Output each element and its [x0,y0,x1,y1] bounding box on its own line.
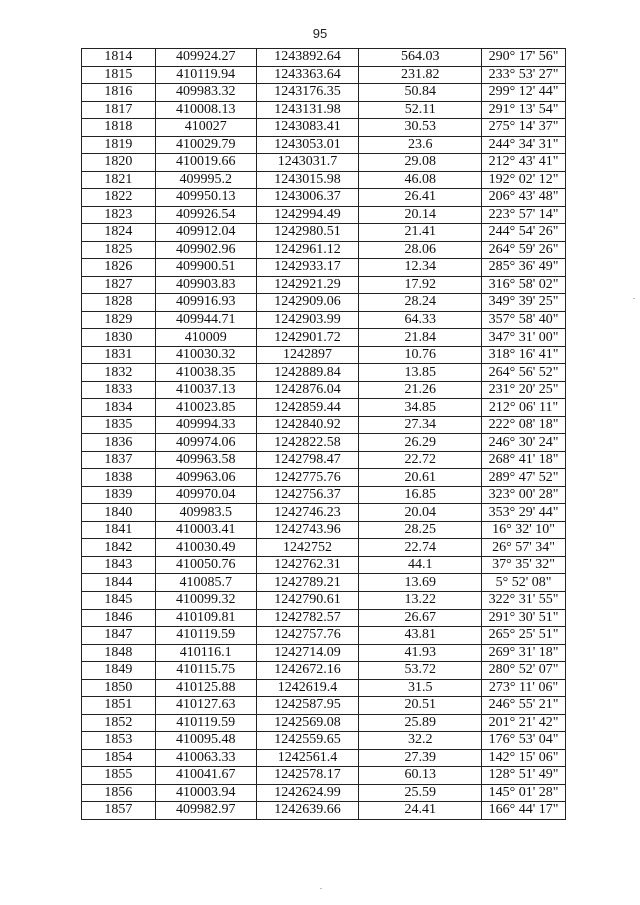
table-row [82,784,566,802]
scan-mark [633,298,635,299]
x-coordinate-cell: 410125.88 [155,679,256,697]
point-id-cell: 1841 [82,521,156,539]
bearing-cell: 268° 41' 18" [482,451,566,469]
y-coordinate-cell: 1242672.16 [256,662,359,680]
x-coordinate-cell: 409963.58 [155,451,256,469]
bearing-cell: 273° 11' 06" [482,679,566,697]
distance-cell: 21.41 [359,224,482,242]
x-coordinate-cell: 410038.35 [155,364,256,382]
x-coordinate-cell: 410030.49 [155,539,256,557]
y-coordinate-cell: 1243015.98 [256,171,359,189]
table-row [82,346,566,364]
bearing-cell: 353° 29' 44" [482,504,566,522]
distance-cell: 20.04 [359,504,482,522]
x-coordinate-cell: 409900.51 [155,259,256,277]
table-row [82,416,566,434]
table-row [82,662,566,680]
point-id-cell: 1853 [82,732,156,750]
y-coordinate-cell: 1242980.51 [256,224,359,242]
point-id-cell: 1821 [82,171,156,189]
x-coordinate-cell: 410003.94 [155,784,256,802]
y-coordinate-cell: 1242578.17 [256,767,359,785]
table-row [82,101,566,119]
x-coordinate-cell: 409902.96 [155,241,256,259]
point-id-cell: 1820 [82,154,156,172]
point-id-cell: 1825 [82,241,156,259]
x-coordinate-cell: 410041.67 [155,767,256,785]
point-id-cell: 1845 [82,591,156,609]
table-row [82,259,566,277]
point-id-cell: 1831 [82,346,156,364]
bearing-cell: 222° 08' 18" [482,416,566,434]
point-id-cell: 1823 [82,206,156,224]
table-row [82,136,566,154]
bearing-cell: 347° 31' 00" [482,329,566,347]
x-coordinate-cell: 410119.94 [155,66,256,84]
point-id-cell: 1840 [82,504,156,522]
table-row [82,556,566,574]
x-coordinate-cell: 410023.85 [155,399,256,417]
y-coordinate-cell: 1242903.99 [256,311,359,329]
bearing-cell: 206° 43' 48" [482,189,566,207]
y-coordinate-cell: 1243131.98 [256,101,359,119]
distance-cell: 10.76 [359,346,482,364]
distance-cell: 20.61 [359,469,482,487]
x-coordinate-cell: 410019.66 [155,154,256,172]
x-coordinate-cell: 409903.83 [155,276,256,294]
table-row [82,504,566,522]
y-coordinate-cell: 1243176.35 [256,84,359,102]
table-row [82,749,566,767]
y-coordinate-cell: 1242714.09 [256,644,359,662]
y-coordinate-cell: 1242889.84 [256,364,359,382]
table-row [82,521,566,539]
bearing-cell: 299° 12' 44" [482,84,566,102]
distance-cell: 60.13 [359,767,482,785]
y-coordinate-cell: 1242775.76 [256,469,359,487]
table-row [82,767,566,785]
distance-cell: 21.26 [359,381,482,399]
point-id-cell: 1832 [82,364,156,382]
bearing-cell: 212° 06' 11" [482,399,566,417]
distance-cell: 26.41 [359,189,482,207]
distance-cell: 50.84 [359,84,482,102]
distance-cell: 24.41 [359,802,482,820]
table-row [82,714,566,732]
bearing-cell: 291° 30' 51" [482,609,566,627]
x-coordinate-cell: 410030.32 [155,346,256,364]
distance-cell: 27.39 [359,749,482,767]
distance-cell: 25.89 [359,714,482,732]
distance-cell: 28.25 [359,521,482,539]
bearing-cell: 37° 35' 32" [482,556,566,574]
distance-cell: 23.6 [359,136,482,154]
point-id-cell: 1839 [82,486,156,504]
y-coordinate-cell: 1242909.06 [256,294,359,312]
distance-cell: 64.33 [359,311,482,329]
table-row [82,399,566,417]
page-number: 95 [312,26,328,41]
x-coordinate-cell: 409912.04 [155,224,256,242]
distance-cell: 28.06 [359,241,482,259]
point-id-cell: 1856 [82,784,156,802]
point-id-cell: 1827 [82,276,156,294]
table-row [82,241,566,259]
y-coordinate-cell: 1242559.65 [256,732,359,750]
distance-cell: 27.34 [359,416,482,434]
x-coordinate-cell: 409950.13 [155,189,256,207]
y-coordinate-cell: 1242961.12 [256,241,359,259]
table-row [82,84,566,102]
bearing-cell: 176° 53' 04" [482,732,566,750]
distance-cell: 31.5 [359,679,482,697]
table-row [82,539,566,557]
table-row [82,469,566,487]
distance-cell: 30.53 [359,119,482,137]
bearing-cell: 231° 20' 25" [482,381,566,399]
bearing-cell: 265° 25' 51" [482,627,566,645]
table-row [82,434,566,452]
point-id-cell: 1838 [82,469,156,487]
bearing-cell: 316° 58' 02" [482,276,566,294]
x-coordinate-cell: 409982.97 [155,802,256,820]
distance-cell: 28.24 [359,294,482,312]
x-coordinate-cell: 410003.41 [155,521,256,539]
scan-mark [320,888,322,889]
y-coordinate-cell: 1243083.41 [256,119,359,137]
bearing-cell: 318° 16' 41" [482,346,566,364]
y-coordinate-cell: 1242743.96 [256,521,359,539]
bearing-cell: 244° 34' 31" [482,136,566,154]
y-coordinate-cell: 1242790.61 [256,591,359,609]
bearing-cell: 264° 56' 52" [482,364,566,382]
bearing-cell: 145° 01' 28" [482,784,566,802]
table-row [82,49,566,67]
table-row [82,802,566,820]
point-id-cell: 1814 [82,49,156,67]
x-coordinate-cell: 410119.59 [155,627,256,645]
bearing-cell: 223° 57' 14" [482,206,566,224]
bearing-cell: 192° 02' 12" [482,171,566,189]
bearing-cell: 349° 39' 25" [482,294,566,312]
point-id-cell: 1837 [82,451,156,469]
y-coordinate-cell: 1242822.58 [256,434,359,452]
table-row [82,224,566,242]
point-id-cell: 1824 [82,224,156,242]
bearing-cell: 166° 44' 17" [482,802,566,820]
distance-cell: 12.34 [359,259,482,277]
distance-cell: 564.03 [359,49,482,67]
y-coordinate-cell: 1242897 [256,346,359,364]
coordinate-table [81,48,566,820]
bearing-cell: 16° 32' 10" [482,521,566,539]
table-row [82,311,566,329]
table-row [82,609,566,627]
x-coordinate-cell: 410050.76 [155,556,256,574]
bearing-cell: 128° 51' 49" [482,767,566,785]
point-id-cell: 1828 [82,294,156,312]
point-id-cell: 1830 [82,329,156,347]
x-coordinate-cell: 410063.33 [155,749,256,767]
y-coordinate-cell: 1242798.47 [256,451,359,469]
bearing-cell: 280° 52' 07" [482,662,566,680]
bearing-cell: 285° 36' 49" [482,259,566,277]
x-coordinate-cell: 409926.54 [155,206,256,224]
point-id-cell: 1851 [82,697,156,715]
table-row [82,644,566,662]
y-coordinate-cell: 1242757.76 [256,627,359,645]
table-row [82,732,566,750]
x-coordinate-cell: 410109.81 [155,609,256,627]
table-row [82,329,566,347]
table-row [82,154,566,172]
point-id-cell: 1835 [82,416,156,434]
point-id-cell: 1836 [82,434,156,452]
table-row [82,66,566,84]
bearing-cell: 201° 21' 42" [482,714,566,732]
point-id-cell: 1815 [82,66,156,84]
table-row [82,591,566,609]
point-id-cell: 1847 [82,627,156,645]
x-coordinate-cell: 409944.71 [155,311,256,329]
distance-cell: 21.84 [359,329,482,347]
distance-cell: 44.1 [359,556,482,574]
y-coordinate-cell: 1242933.17 [256,259,359,277]
y-coordinate-cell: 1242619.4 [256,679,359,697]
point-id-cell: 1818 [82,119,156,137]
point-id-cell: 1849 [82,662,156,680]
distance-cell: 13.69 [359,574,482,592]
point-id-cell: 1852 [82,714,156,732]
distance-cell: 22.72 [359,451,482,469]
y-coordinate-cell: 1242561.4 [256,749,359,767]
point-id-cell: 1819 [82,136,156,154]
point-id-cell: 1844 [82,574,156,592]
table-row [82,171,566,189]
table-row [82,276,566,294]
point-id-cell: 1843 [82,556,156,574]
bearing-cell: 264° 59' 26" [482,241,566,259]
distance-cell: 16.85 [359,486,482,504]
distance-cell: 231.82 [359,66,482,84]
point-id-cell: 1834 [82,399,156,417]
bearing-cell: 233° 53' 27" [482,66,566,84]
point-id-cell: 1826 [82,259,156,277]
x-coordinate-cell: 410099.32 [155,591,256,609]
x-coordinate-cell: 410008.13 [155,101,256,119]
bearing-cell: 5° 52' 08" [482,574,566,592]
y-coordinate-cell: 1243031.7 [256,154,359,172]
point-id-cell: 1833 [82,381,156,399]
y-coordinate-cell: 1242756.37 [256,486,359,504]
distance-cell: 22.74 [359,539,482,557]
y-coordinate-cell: 1242921.29 [256,276,359,294]
point-id-cell: 1857 [82,802,156,820]
y-coordinate-cell: 1242782.57 [256,609,359,627]
distance-cell: 34.85 [359,399,482,417]
table-row [82,627,566,645]
x-coordinate-cell: 409994.33 [155,416,256,434]
distance-cell: 17.92 [359,276,482,294]
x-coordinate-cell: 409916.93 [155,294,256,312]
x-coordinate-cell: 410116.1 [155,644,256,662]
distance-cell: 13.85 [359,364,482,382]
bearing-cell: 290° 17' 56" [482,49,566,67]
point-id-cell: 1854 [82,749,156,767]
y-coordinate-cell: 1242901.72 [256,329,359,347]
distance-cell: 29.08 [359,154,482,172]
y-coordinate-cell: 1243006.37 [256,189,359,207]
bearing-cell: 246° 30' 24" [482,434,566,452]
point-id-cell: 1817 [82,101,156,119]
y-coordinate-cell: 1243363.64 [256,66,359,84]
table-row [82,381,566,399]
x-coordinate-cell: 409974.06 [155,434,256,452]
table-row [82,119,566,137]
table-row [82,697,566,715]
bearing-cell: 289° 47' 52" [482,469,566,487]
x-coordinate-cell: 409924.27 [155,49,256,67]
table-row [82,486,566,504]
point-id-cell: 1829 [82,311,156,329]
bearing-cell: 244° 54' 26" [482,224,566,242]
table-row [82,294,566,312]
distance-cell: 20.51 [359,697,482,715]
bearing-cell: 142° 15' 06" [482,749,566,767]
point-id-cell: 1855 [82,767,156,785]
table-row [82,206,566,224]
bearing-cell: 323° 00' 28" [482,486,566,504]
y-coordinate-cell: 1242746.23 [256,504,359,522]
table-row [82,364,566,382]
distance-cell: 26.67 [359,609,482,627]
y-coordinate-cell: 1243053.01 [256,136,359,154]
x-coordinate-cell: 410115.75 [155,662,256,680]
x-coordinate-cell: 409983.32 [155,84,256,102]
y-coordinate-cell: 1242994.49 [256,206,359,224]
table-row [82,679,566,697]
point-id-cell: 1842 [82,539,156,557]
distance-cell: 53.72 [359,662,482,680]
x-coordinate-cell: 409995.2 [155,171,256,189]
x-coordinate-cell: 410027 [155,119,256,137]
x-coordinate-cell: 409970.04 [155,486,256,504]
x-coordinate-cell: 409963.06 [155,469,256,487]
distance-cell: 52.11 [359,101,482,119]
bearing-cell: 291° 13' 54" [482,101,566,119]
distance-cell: 13.22 [359,591,482,609]
x-coordinate-cell: 410037.13 [155,381,256,399]
y-coordinate-cell: 1242840.92 [256,416,359,434]
point-id-cell: 1848 [82,644,156,662]
bearing-cell: 275° 14' 37" [482,119,566,137]
x-coordinate-cell: 410085.7 [155,574,256,592]
y-coordinate-cell: 1242789.21 [256,574,359,592]
y-coordinate-cell: 1242762.31 [256,556,359,574]
distance-cell: 32.2 [359,732,482,750]
bearing-cell: 212° 43' 41" [482,154,566,172]
y-coordinate-cell: 1242587.95 [256,697,359,715]
y-coordinate-cell: 1242639.66 [256,802,359,820]
y-coordinate-cell: 1242569.08 [256,714,359,732]
distance-cell: 43.81 [359,627,482,645]
x-coordinate-cell: 410127.63 [155,697,256,715]
table-row [82,574,566,592]
distance-cell: 25.59 [359,784,482,802]
bearing-cell: 269° 31' 18" [482,644,566,662]
y-coordinate-cell: 1243892.64 [256,49,359,67]
bearing-cell: 246° 55' 21" [482,697,566,715]
x-coordinate-cell: 410029.79 [155,136,256,154]
point-id-cell: 1850 [82,679,156,697]
distance-cell: 26.29 [359,434,482,452]
y-coordinate-cell: 1242876.04 [256,381,359,399]
distance-cell: 46.08 [359,171,482,189]
x-coordinate-cell: 410119.59 [155,714,256,732]
point-id-cell: 1816 [82,84,156,102]
x-coordinate-cell: 410009 [155,329,256,347]
distance-cell: 20.14 [359,206,482,224]
point-id-cell: 1846 [82,609,156,627]
table-row [82,451,566,469]
bearing-cell: 26° 57' 34" [482,539,566,557]
point-id-cell: 1822 [82,189,156,207]
distance-cell: 41.93 [359,644,482,662]
x-coordinate-cell: 410095.48 [155,732,256,750]
coordinate-table-body [82,49,566,820]
bearing-cell: 357° 58' 40" [482,311,566,329]
y-coordinate-cell: 1242859.44 [256,399,359,417]
x-coordinate-cell: 409983.5 [155,504,256,522]
y-coordinate-cell: 1242624.99 [256,784,359,802]
y-coordinate-cell: 1242752 [256,539,359,557]
bearing-cell: 322° 31' 55" [482,591,566,609]
table-row [82,189,566,207]
